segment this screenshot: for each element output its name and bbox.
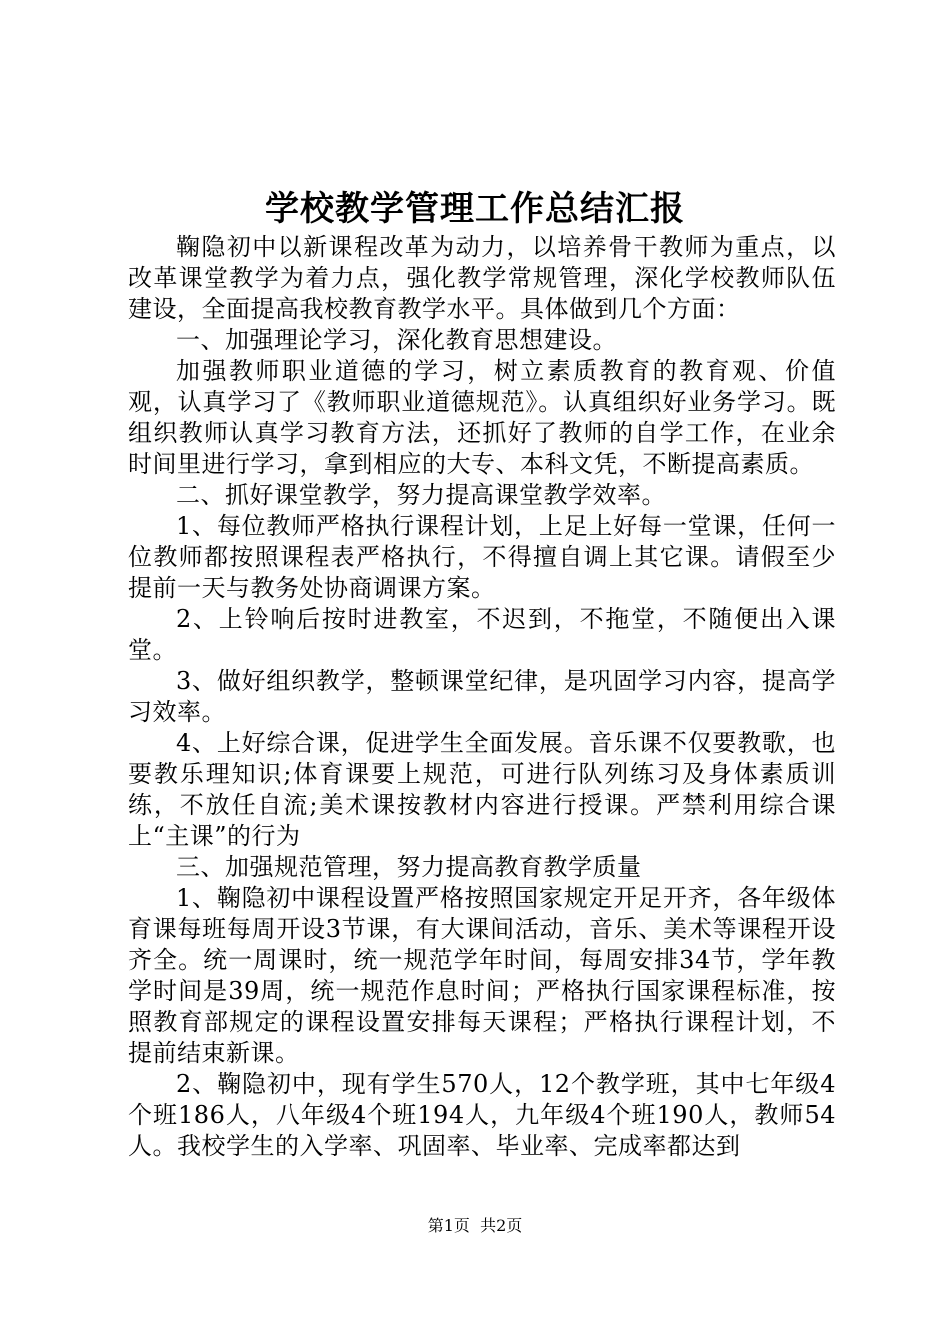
footer-spacer [470, 1216, 480, 1235]
page-number: 第1页 [427, 1216, 470, 1235]
paragraph: 鞠隐初中以新课程改革为动力，以培养骨干教师为重点，以改革课堂教学为着力点，强化教学常规管理，深化学校教师队伍建设，全面提高我校教育教学水平。具体做到几个方面： [128, 233, 836, 323]
document-title: 学校教学管理工作总结汇报 [265, 189, 685, 229]
page-total: 共2页 [480, 1216, 523, 1235]
section-heading: 一、加强理论学习，深化教育思想建设。 [176, 326, 617, 354]
paragraph: 1、每位教师严格执行课程计划，上足上好每一堂课，任何一位教师都按照课程表严格执行，不得擅自调上其它课。请假至少提前一天与教务处协商调课方案。 [128, 512, 836, 602]
section-heading: 三、加强规范管理，努力提高教育教学质量 [176, 853, 642, 881]
paragraph: 1、鞠隐初中课程设置严格按照国家规定开足开齐，各年级体育课每班每周开设3节课，有大课间活动，音乐、美术等课程开设齐全。统一周课时，统一规范学年时间，每周安排34节，学年教学时间是39周，统一规范作息时间；严格执行国家课程标准，按照教育部规定的课程设置安排每天课程；严格执行课程计划，不提前结束新课。 [128, 884, 836, 1067]
paragraph: 4、上好综合课，促进学生全面发展。音乐课不仅要教歌，也要教乐理知识;体育课要上规范，可进行队列练习及身体素质训练，不放任自流;美术课按教材内容进行授课。严禁利用综合课上“主课”的行为 [128, 729, 836, 850]
paragraph: 2、鞠隐初中，现有学生570人，12个教学班，其中七年级4个班186人，八年级4个班194人，九年级4个班190人，教师54人。我校学生的入学率、巩固率、毕业率、完成率都达到 [128, 1070, 836, 1160]
page-footer [0, 1216, 950, 1236]
document-body [128, 232, 836, 1162]
paragraph: 加强教师职业道德的学习，树立素质教育的教育观、价值观，认真学习了《教师职业道德规范》。认真组织好业务学习。既组织教师认真学习教育方法，还抓好了教师的自学工作，在业余时间里进行学习，拿到相应的大专、本科文凭，不断提高素质。 [128, 357, 836, 478]
section-heading: 二、抓好课堂教学，努力提高课堂教学效率。 [176, 481, 666, 509]
paragraph: 3、做好组织教学，整顿课堂纪律，是巩固学习内容，提高学习效率。 [128, 667, 836, 726]
paragraph: 2、上铃响后按时进教室，不迟到，不拖堂，不随便出入课堂。 [128, 605, 836, 664]
